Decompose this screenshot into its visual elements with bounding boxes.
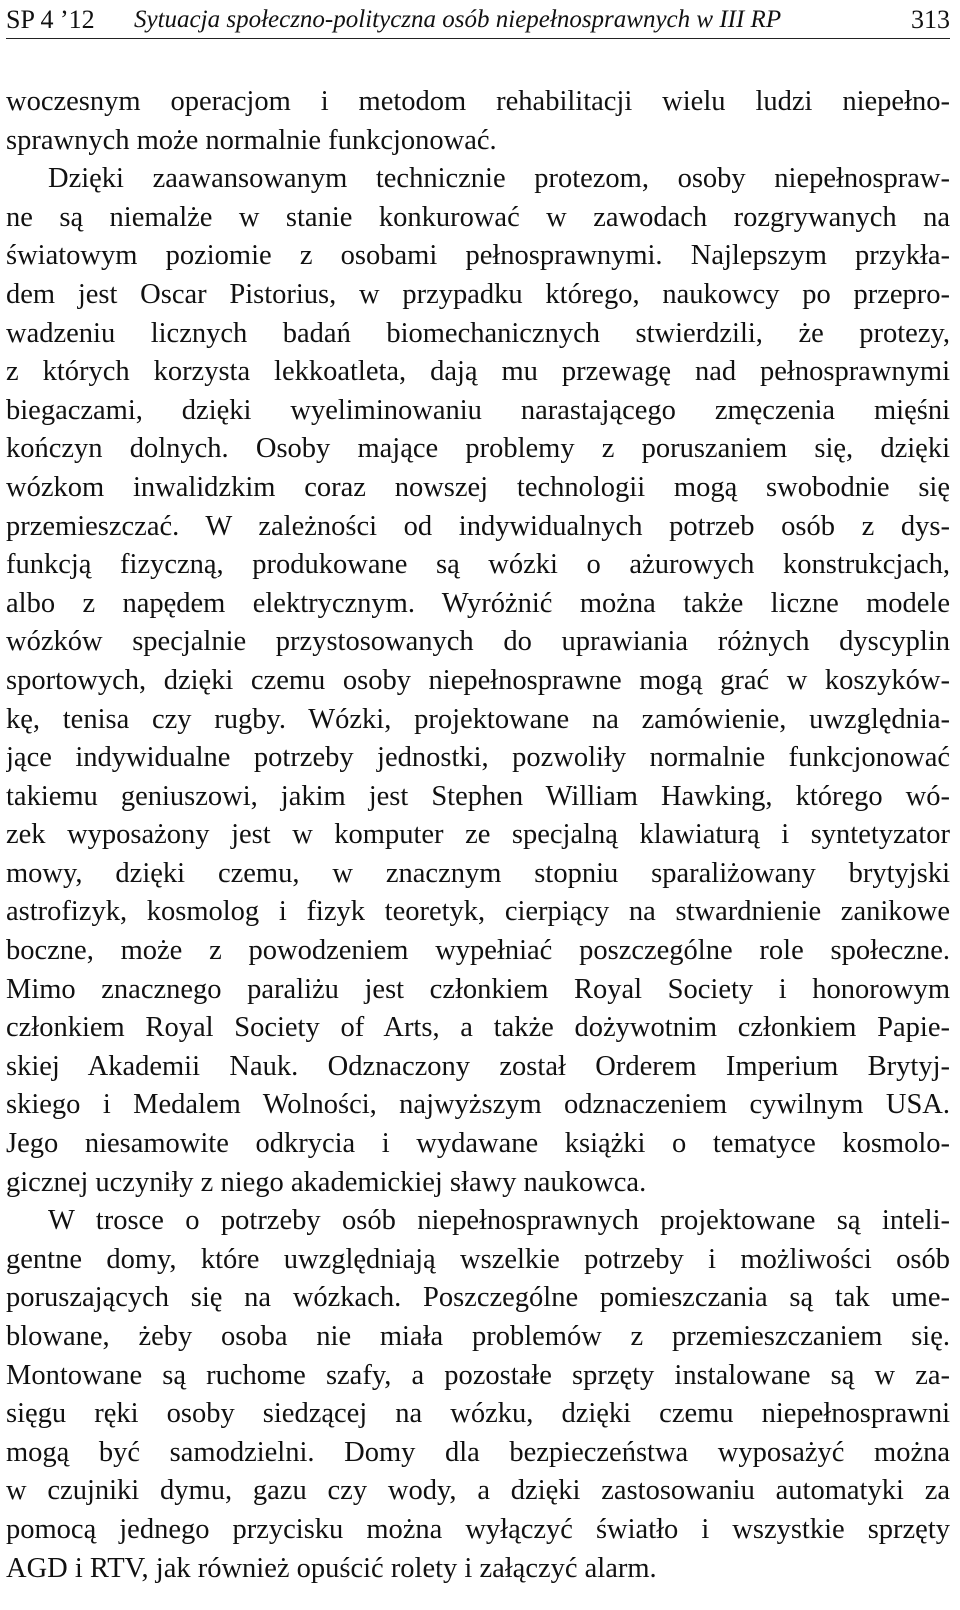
text-line: gicznej uczyniły z niego akademickiej sławy naukowca. [6,1166,647,1198]
text-line: sportowych, dzięki czemu osoby niepełnosprawne mogą grać w koszyków- [6,664,950,696]
text-line: z których korzysta lekkoatleta, dają mu przewagę nad pełnosprawnymi [6,356,950,388]
text-line: w czujniki dymu, gazu czy wody, a dzięki zastosowaniu automatyki za [6,1475,950,1507]
text-line: W trosce o potrzeby osób niepełnosprawnych projektowane są inteli- [48,1205,950,1237]
text-line: pomocą jednego przycisku można wyłączyć światło i wszystkie sprzęty [6,1513,950,1545]
page-number: 313 [911,5,950,34]
text-line: wózkom inwalidzkim coraz nowszej technologii mogą swobodnie się [6,471,950,503]
text-line: skiego i Medalem Wolności, najwyższym odznaczeniem cywilnym USA. [6,1089,950,1121]
text-line: woczesnym operacjom i metodom rehabilitacji wielu ludzi niepełno- [6,86,950,117]
text-line: blowane, żeby osoba nie miała problemów z przemieszczaniem się. [6,1321,950,1352]
text-line: jące indywidualne potrzeby jednostki, pozwoliły normalnie funkcjonować [6,742,950,774]
text-line: Mimo znacznego paraliżu jest członkiem Royal Society i honorowym [6,973,950,1005]
text-line: ne są niemalże w stanie konkurować w zawodach rozgrywanych na [6,201,950,233]
text-line: skiej Akademii Nauk. Odznaczony został Orderem Imperium Brytyj- [6,1050,950,1082]
text-line: gentne domy, które uwzględniają wszelkie potrzeby i możliwości osób [6,1243,950,1275]
text-line: biegaczami, dzięki wyeliminowaniu narastającego zmęczenia mięśni [6,394,950,426]
text-line: wózków specjalnie przystosowanych do uprawiania różnych dyscyplin [6,626,950,658]
text-line: Dzięki zaawansowanym technicznie protezom, osoby niepełnospraw- [48,163,950,195]
text-line: poruszających się na wózkach. Poszczególne pomieszczania są tak ume- [6,1282,950,1314]
text-line: kończyn dolnych. Osoby mające problemy z poruszaniem się, dzięki [6,433,950,465]
text-line: albo z napędem elektrycznym. Wyróżnić można także liczne modele [6,587,950,619]
text-line: sprawnych może normalnie funkcjonować. [6,124,497,156]
text-line: mogą być samodzielni. Domy dla bezpieczeństwa wyposażyć można [6,1436,950,1468]
text-line: dem jest Oscar Pistorius, w przypadku którego, naukowcy po przepro- [6,278,950,310]
text-line: wadzeniu licznych badań biomechanicznych stwierdzili, że protezy, [6,317,950,349]
text-line: kę, tenisa czy rugby. Wózki, projektowane na zamówienie, uwzględnia- [6,703,950,735]
running-header [6,0,950,39]
text-line: AGD i RTV, jak również opuścić rolety i załączyć alarm. [6,1552,657,1584]
journal-issue: SP 4 ’12 [6,5,95,34]
text-line: członkiem Royal Society of Arts, a także dożywotnim członkiem Papie- [6,1012,950,1044]
text-line: boczne, może z powodzeniem wypełniać poszczególne role społeczne. [6,935,950,967]
text-line: mowy, dzięki czemu, w znacznym stopniu sparaliżowany brytyjski [6,857,950,889]
document-page [6,0,950,1588]
text-line: astrofizyk, kosmolog i fizyk teoretyk, cierpiący na stwardnienie zanikowe [6,896,950,928]
text-line: Montowane są ruchome szafy, a pozostałe sprzęty instalowane są w za- [6,1359,950,1391]
text-line: Jego niesamowite odkrycia i wydawane książki o tematyce kosmolo- [6,1128,950,1160]
text-line: światowym poziomie z osobami pełnosprawnymi. Najlepszym przykła- [6,240,950,272]
article-title: Sytuacja społeczno-polityczna osób niepełnosprawnych w III RP [134,6,782,33]
body-text [6,83,950,1588]
text-line: sięgu ręki osoby siedzącej na wózku, dzięki czemu niepełnosprawni [6,1398,950,1430]
text-line: przemieszczać. W zależności od indywidualnych potrzeb osób z dys- [6,510,950,542]
text-line: funkcją fizyczną, produkowane są wózki o ażurowych konstrukcjach, [6,549,950,581]
text-line: zek wyposażony jest w komputer ze specjalną klawiaturą i syntetyzator [6,819,950,851]
text-line: takiemu geniuszowi, jakim jest Stephen William Hawking, którego wó- [6,780,950,812]
